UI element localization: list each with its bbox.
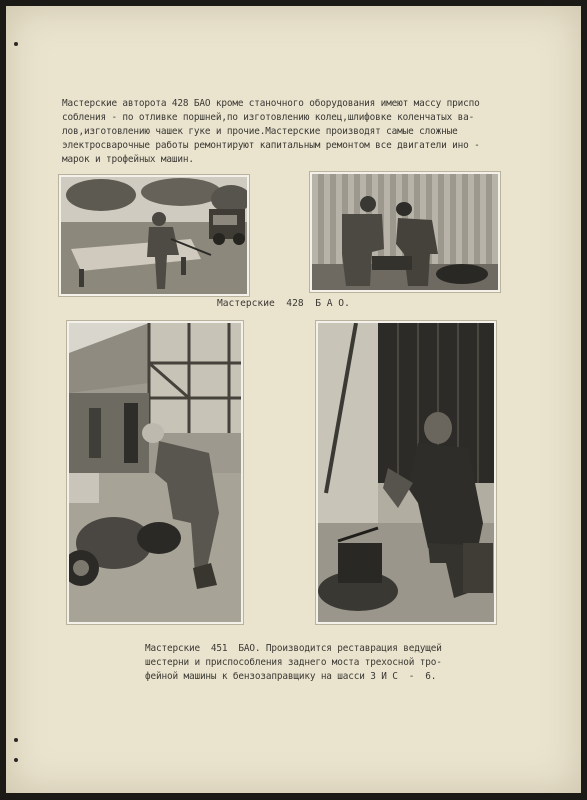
binding-hole (14, 758, 18, 762)
photo-mechanic-seated (316, 321, 496, 624)
intro-line: Мастерские авторота 428 БАО кроме станочного оборудования имеют массу приспо (62, 98, 480, 109)
caption-top: Мастерские 428 Б А О. (217, 298, 350, 309)
photo-outdoor-workbench (59, 175, 249, 296)
caption-line: Мастерские 451 БАО. Производится реставрация ведущей (145, 643, 442, 654)
binding-hole (14, 738, 18, 742)
photo-two-mechanics (310, 172, 500, 292)
intro-line: марок и трофейных машин. (62, 154, 194, 165)
caption-line: фейной машины к бензозаправщику на шасси З И С - 6. (145, 671, 437, 682)
binding-hole (14, 42, 18, 46)
intro-line: собления - по отливке поршней,по изготовлению колец,шлифовке коленчатых ва- (62, 112, 475, 123)
caption-line: шестерни и приспособления заднего моста трехосной тро- (145, 657, 442, 668)
intro-line: электросварочные работы ремонтируют капитальным ремонтом все двигатели ино - (62, 140, 480, 151)
photo-mechanic-yard (67, 321, 243, 624)
intro-line: лов,изготовлению чашек гуке и прочие.Мастерские производят самые сложные (62, 126, 458, 137)
